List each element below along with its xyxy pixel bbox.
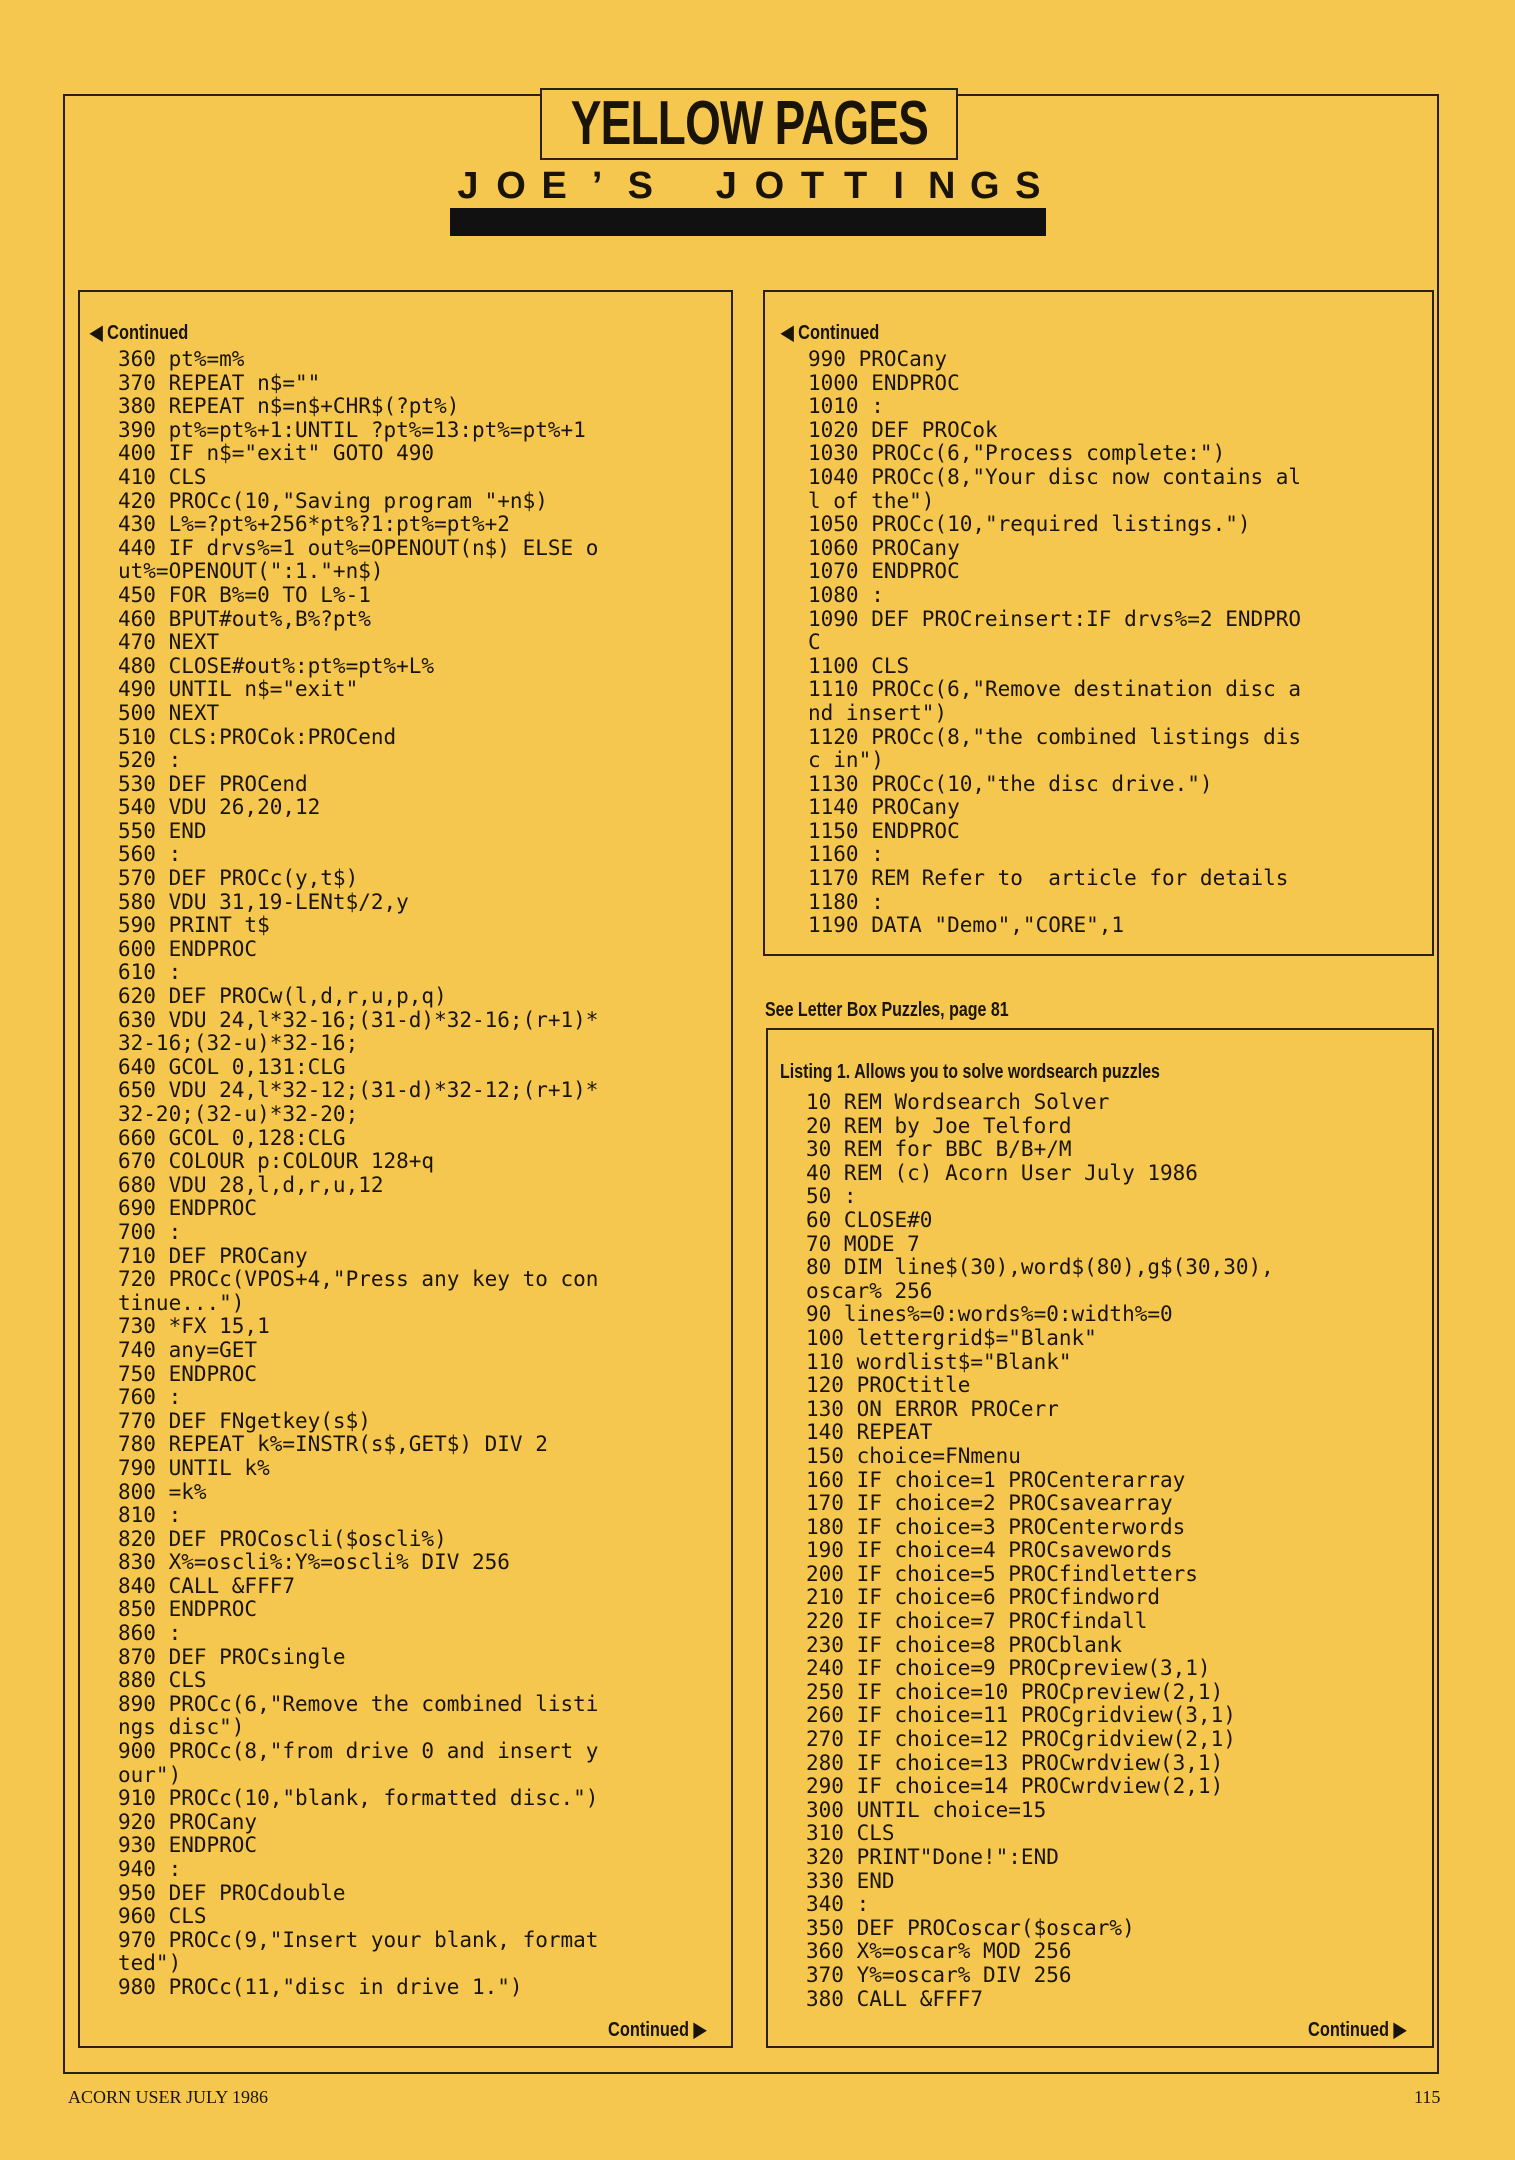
arrow-left-icon: ◀ (781, 322, 794, 344)
continued-bottom-right (1308, 2017, 1406, 2042)
subtitle-letter: I (893, 164, 904, 207)
subtitle-letter: T (800, 164, 825, 207)
subtitle-letter: N (927, 164, 956, 207)
code-listing-right-bottom: 10 REM Wordsearch Solver 20 REM by Joe Telford 30 REM for BBC B/B+/M 40 REM (c) Acorn User July 1986 50 : 60 CLOSE#0 70 MODE 7 80 DIM line$(30),word$(80),g$(30,30), oscar% 256 90 lines%=0:words%=0:width%=0 100 lettergrid$="Blank" 110 wordlist$="Blank" 120 PROCtitle 130 ON ERROR PROCerr 140 REPEAT 150 choice=FNmenu 160 IF choice=1 PROCenterarray 170 IF choice=2 PROCsavearray 180 IF choice=3 PROCenterwords 190 IF choice=4 PROCsavewords 200 IF choice=5 PROCfindletters 210 IF choice=6 PROCfindword 220 IF choice=7 PROCfindall 230 IF choice=8 PROCblank 240 IF choice=9 PROCpreview(3,1) 250 IF choice=10 PROCpreview(2,1) 260 IF choice=11 PROCgridview(3,1) 270 IF choice=12 PROCgridview(2,1) 280 IF choice=13 PROCwrdview(3,1) 290 IF choice=14 PROCwrdview(2,1) 300 UNTIL choice=15 310 CLS 320 PRINT"Done!":END 330 END 340 : 350 DEF PROCoscar($oscar%) 360 X%=oscar% MOD 256 370 Y%=oscar% DIV 256 380 CALL &FFF7 (806, 1090, 1274, 2011)
subtitle-letter: T (843, 164, 868, 207)
footer-publication: ACORN USER JULY 1986 (68, 2087, 269, 2107)
continued-label: Continued (608, 2019, 690, 2041)
continued-label: Continued (1308, 2019, 1390, 2041)
listing-heading: Listing 1. Allows you to solve wordsearch puzzles (780, 1061, 1160, 1083)
subtitle-letter: J (457, 164, 479, 207)
continued-bottom-left (608, 2017, 706, 2042)
subtitle-letter: ’ (591, 164, 603, 207)
code-listing-right-top: 990 PROCany 1000 ENDPROC 1010 : 1020 DEF PROCok 1030 PROCc(6,"Process complete:") 1040 PROCc(8,"Your disc now contains al l of the") 1050 PROCc(10,"required listings.") 1060 PROCany 1070 ENDPROC 1080 : 1090 DEF PROCreinsert:IF drvs%=2 ENDPRO C 1100 CLS 1110 PROCc(6,"Remove destination disc a nd insert") 1120 PROCc(8,"the combined listings dis c in") 1130 PROCc(10,"the disc drive.") 1140 PROCany 1150 ENDPROC 1160 : 1170 REM Refer to article for details 1180 : 1190 DATA "Demo","CORE",1 (808, 347, 1302, 938)
subtitle-letter: O (754, 164, 785, 207)
masthead (540, 88, 958, 160)
subtitle-letter: E (541, 164, 567, 207)
see-letter-note: See Letter Box Puzzles, page 81 (765, 999, 1009, 1021)
arrow-right-icon: ▶ (1393, 2019, 1407, 2041)
header-bar (450, 208, 1046, 236)
code-listing-left: 360 pt%=m% 370 REPEAT n$="" 380 REPEAT n$=n$+CHR$(?pt%) 390 pt%=pt%+1:UNTIL ?pt%=13:pt%=pt%+1 400 IF n$="exit" GOTO 490 410 CLS 420 PROCc(10,"Saving program "+n$) 430 L%=?pt%+256*pt%?1:pt%=pt%+2 440 IF drvs%=1 out%=OPENOUT(n$) ELSE o ut%=OPENOUT(":1."+n$) 450 FOR B%=0 TO L%-1 460 BPUT#out%,B%?pt% 470 NEXT 480 CLOSE#out%:pt%=pt%+L% 490 UNTIL n$="exit" 500 NEXT 510 CLS:PROCok:PROCend 520 : 530 DEF PROCend 540 VDU 26,20,12 550 END 560 : 570 DEF PROCc(y,t$) 580 VDU 31,19-LENt$/2,y 590 PRINT t$ 600 ENDPROC 610 : 620 DEF PROCw(l,d,r,u,p,q) 630 VDU 24,l*32-16;(31-d)*32-16;(r+1)* 32-16;(32-u)*32-16; 640 GCOL 0,131:CLG 650 VDU 24,l*32-12;(31-d)*32-12;(r+1)* 32-20;(32-u)*32-20; 660 GCOL 0,128:CLG 670 COLOUR p:COLOUR 128+q 680 VDU 28,l,d,r,u,12 690 ENDPROC 700 : 710 DEF PROCany 720 PROCc(VPOS+4,"Press any key to con tinue...") 730 *FX 15,1 740 any=GET 750 ENDPROC 760 : 770 DEF FNgetkey(s$) 780 REPEAT k%=INSTR(s$,GET$) DIV 2 790 UNTIL k% 800 =k% 810 : 820 DEF PROCoscli($oscli%) 830 X%=oscli%:Y%=oscli% DIV 256 840 CALL &FFF7 850 ENDPROC 860 : 870 DEF PROCsingle 880 CLS 890 PROCc(6,"Remove the combined listi ngs disc") 900 PROCc(8,"from drive 0 and insert y our") 910 PROCc(10,"blank, formatted disc.") 920 PROCany 930 ENDPROC 940 : 950 DEF PROCdouble 960 CLS 970 PROCc(9,"Insert your blank, format ted") 980 PROCc(11,"disc in drive 1.") (118, 347, 599, 1999)
subtitle-letter: S (1015, 164, 1041, 207)
continued-top-right (781, 320, 879, 345)
subtitle-letter: G (969, 164, 1000, 207)
page-number: 115 (1414, 2087, 1441, 2107)
arrow-left-icon: ◀ (90, 322, 103, 344)
continued-label: Continued (798, 322, 880, 344)
subtitle-letter: S (627, 164, 653, 207)
continued-top-left (90, 320, 188, 345)
section-subtitle (450, 164, 1046, 208)
continued-label: Continued (107, 322, 189, 344)
subtitle-letter: J (715, 164, 737, 207)
subtitle-letter: O (496, 164, 526, 207)
page-title: YELLOW PAGES (570, 89, 928, 158)
arrow-right-icon: ▶ (693, 2019, 707, 2041)
